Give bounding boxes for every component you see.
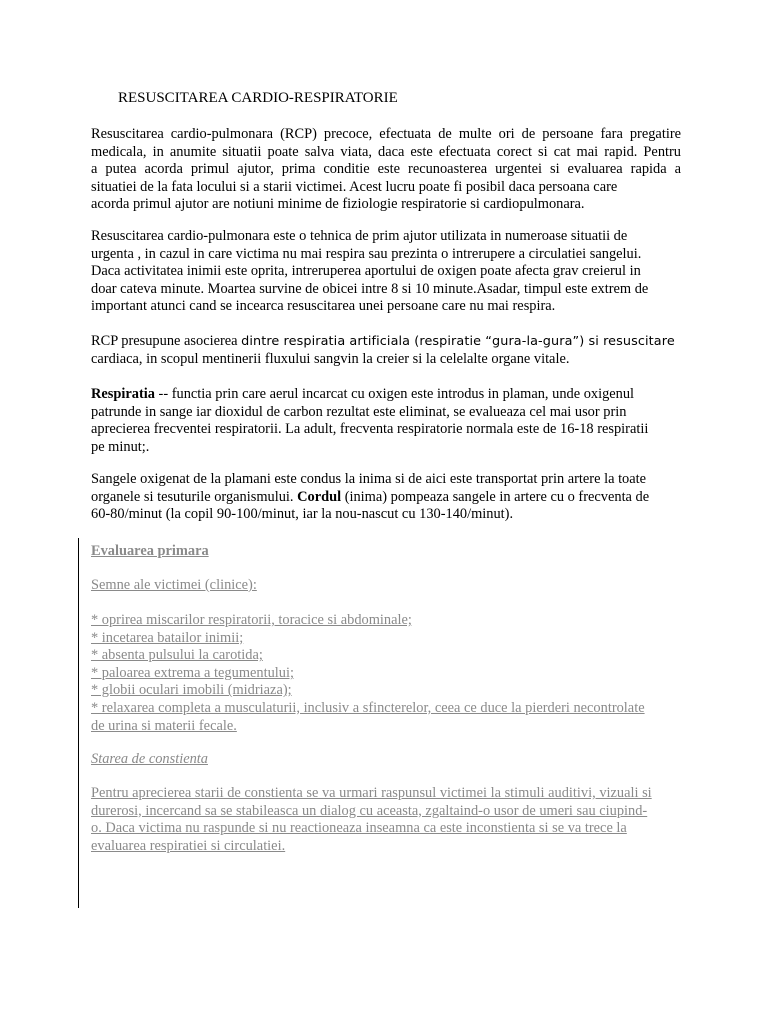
revised-signs-title bbox=[91, 577, 681, 595]
text-line bbox=[91, 386, 681, 404]
text-segment: -- functia prin care aerul incarcat cu oxigen este introdus in plaman, unde oxigenul bbox=[154, 386, 635, 402]
paragraph-rcp bbox=[91, 333, 681, 368]
text-line: a putea acorda primul ajutor, prima conditie este recunoasterea urgentei si evaluarea rapida a bbox=[91, 161, 681, 178]
text-segment: RCP presupune asocierea bbox=[91, 333, 242, 349]
text-line: Daca activitatea inimii este oprita, intreruperea aportului de oxigen poate afecta grav creierul in bbox=[91, 263, 641, 280]
list-item: * incetarea batailor inimii; bbox=[91, 629, 244, 646]
text-line bbox=[91, 333, 681, 351]
text-line: acorda primul ajutor are notiuni minime de fiziologie respiratorie si cardiopulmonara. bbox=[91, 196, 585, 213]
page-title: RESUSCITAREA CARDIO-RESPIRATORIE bbox=[118, 90, 398, 106]
text-line: doar cateva minute. Moartea survine de obicei intre 8 si 10 minute.Asadar, timpul este extrem de bbox=[91, 280, 649, 297]
list-item: * paloarea extrema a tegumentului; bbox=[91, 664, 294, 681]
list-item: * globii oculari imobili (midriaza); bbox=[91, 682, 292, 699]
text-line: medicala, in anumite situatii poate salva viata, daca este efectuata corect si cat mai rapid. Pentru bbox=[91, 143, 681, 160]
text-segment: (inima) pompeaza sangele in artere cu o frecventa de bbox=[341, 488, 650, 505]
paragraph-cordul bbox=[91, 471, 681, 524]
text-line: Pentru aprecierea starii de constienta se va urmari raspunsul victimei la stimuli auditivi, vizuali si bbox=[91, 785, 652, 801]
text-line: o. Daca victima nu raspunde si nu reactioneaza inseamna ca este inconstienta si se va trece la bbox=[91, 820, 627, 837]
text-line: important atunci cand se incearca resuscitarea unei persoane care nu mai respira. bbox=[91, 298, 556, 315]
list-item: de urina si materii fecale. bbox=[91, 717, 237, 734]
list-item: * oprirea miscarilor respiratorii, toracice si abdominale; bbox=[91, 612, 412, 628]
text-line bbox=[91, 489, 681, 507]
text-segment: organele si tesuturile organismului. bbox=[91, 488, 298, 505]
text-line: urgenta , in cazul in care victima nu mai respira sau prezinta o intrerupere a circulatiei sangelui. bbox=[91, 245, 642, 262]
bold-term: Cordul bbox=[297, 488, 342, 505]
text-segment-alt-font: dintre respiratia artificiala (respiratie “gura-la-gura”) si resuscitare bbox=[241, 334, 675, 349]
list-item: * relaxarea completa a musculaturii, inclusiv a sfincterelor, ceea ce duce la pierderi necontrolate bbox=[91, 699, 645, 716]
paragraph-respiratia bbox=[91, 386, 681, 456]
list-item: * absenta pulsului la carotida; bbox=[91, 647, 263, 664]
text-line: evaluarea respiratiei si circulatiei. bbox=[91, 837, 286, 854]
text-line: cardiaca, in scopul mentinerii fluxului sangvin la creier si la celelalte organe vitale. bbox=[91, 350, 570, 367]
text-line: Resuscitarea cardio-pulmonara este o tehnica de prim ajutor utilizata in numeroase situatii de bbox=[91, 228, 628, 244]
revised-signs-list bbox=[91, 612, 681, 735]
text-line: situatiei de la fata locului si a starii victimei. Acest lucru poate fi posibil daca persoana care bbox=[91, 178, 618, 195]
text-line: aprecierea frecventei respiratorii. La adult, frecventa respiratorie normala este de 16-18 respiratii bbox=[91, 421, 649, 438]
text-line: patrunde in sange iar dioxidul de carbon rezultat este eliminat, se evalueaza cel mai usor prin bbox=[91, 403, 627, 420]
text-line: 60-80/minut (la copil 90-100/minut, iar la nou-nascut cu 130-140/minut). bbox=[91, 506, 514, 523]
section-subheading: Starea de constienta bbox=[91, 751, 208, 767]
text-line: Semne ale victimei (clinice): bbox=[91, 577, 257, 593]
text-line: pe minut;. bbox=[91, 438, 150, 455]
bold-term: Respiratia bbox=[91, 386, 155, 402]
revised-subheading bbox=[91, 751, 681, 769]
text-line: durerosi, incercand sa se stabileasca un dialog cu aceasta, zgaltaind-o usor de umeri sau ciupind- bbox=[91, 802, 648, 819]
paragraph-intro bbox=[91, 126, 681, 214]
revised-consciousness-paragraph bbox=[91, 785, 681, 855]
text-line: Sangele oxigenat de la plamani este condus la inima si de aici este transportat prin artere la toate bbox=[91, 471, 647, 487]
section-heading: Evaluarea primara bbox=[91, 543, 209, 559]
text-line: Resuscitarea cardio-pulmonara (RCP) precoce, efectuata de multe ori de persoane fara pregatire bbox=[91, 126, 681, 142]
revision-change-bar bbox=[78, 538, 79, 908]
revised-heading bbox=[91, 543, 681, 561]
paragraph-definition bbox=[91, 228, 681, 316]
